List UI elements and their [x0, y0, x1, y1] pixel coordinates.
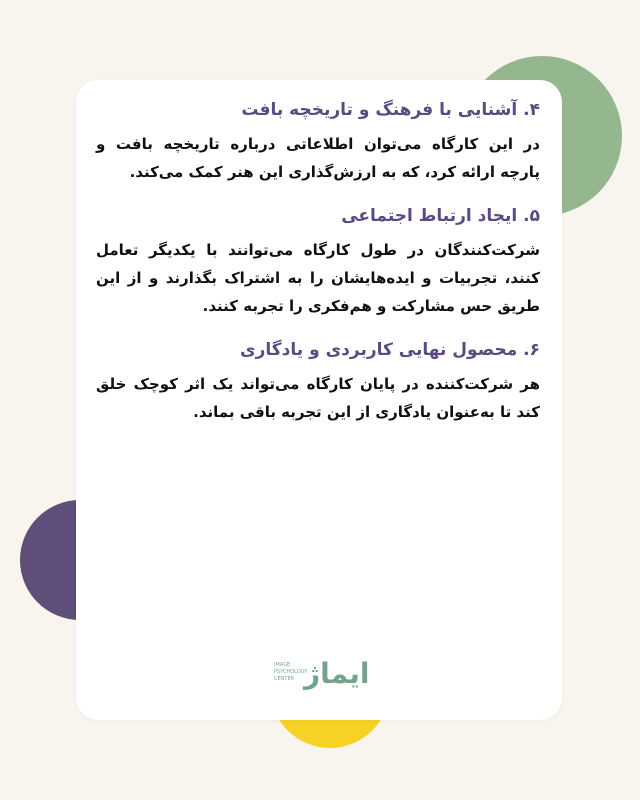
section-heading: ۶. محصول نهایی کاربردی و یادگاری	[240, 340, 540, 360]
section-body: شرکت‌کنندگان در طول کارگاه می‌توانند با یکدیگر تعامل کنند، تجربیات و ایده‌هایشان را به اشتراک بگذارند و از این طریق حس مشارکت و هم‌فکری را تجربه کنند.	[96, 241, 540, 315]
section-body: هر شرکت‌کننده در پایان کارگاه می‌تواند یک اثر کوچک خلق کند تا به‌عنوان یادگاری از این تجربه باقی بماند.	[96, 375, 540, 421]
brand-logo	[274, 657, 370, 696]
content-card	[76, 80, 562, 720]
section-social-connection	[96, 204, 540, 320]
section-heading: ۵. ایجاد ارتباط اجتماعی	[341, 206, 540, 226]
section-body: در این کارگاه می‌توان اطلاعاتی درباره تاریخچه بافت و پارچه ارائه کرد، که به ارزش‌گذاری این هنر کمک می‌کند.	[96, 135, 540, 181]
logo-subtext: IMAGE PSYCHOLOGY CENTER	[274, 662, 308, 682]
content-area	[76, 98, 562, 444]
section-final-product	[96, 338, 540, 426]
section-heading: ۴. آشنایی با فرهنگ و تاریخچه بافت	[241, 100, 540, 120]
logo-wordmark: ایماژ	[304, 657, 370, 690]
section-culture-history	[96, 98, 540, 186]
